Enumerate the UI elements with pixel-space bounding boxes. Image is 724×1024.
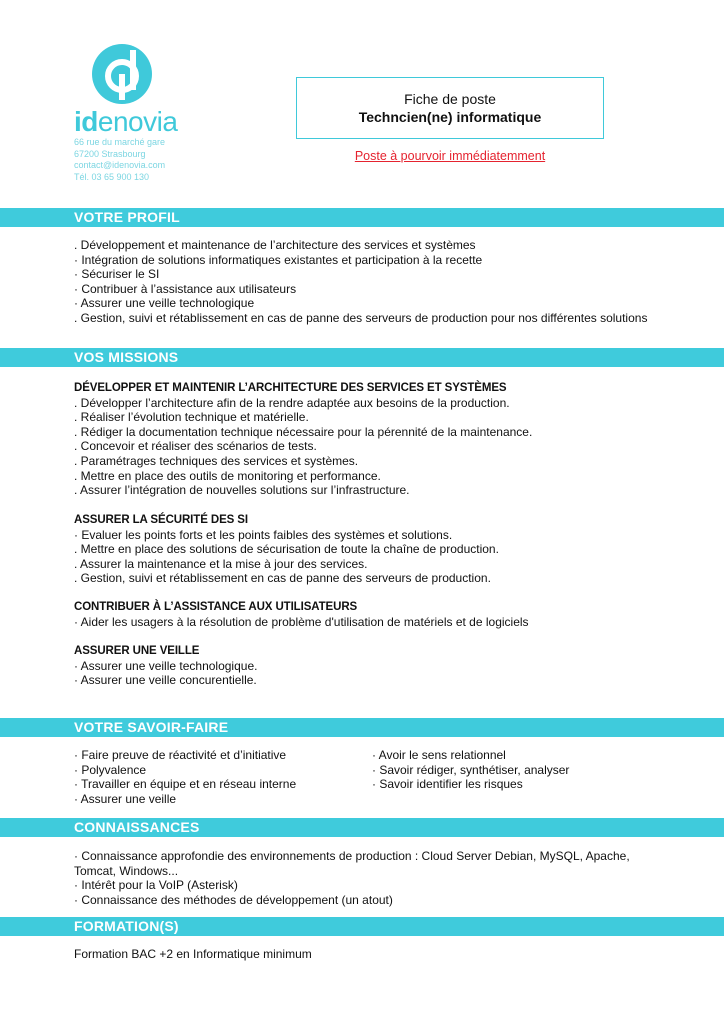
list-item: Tomcat, Windows...: [74, 863, 179, 878]
savoir-faire-col2: [372, 748, 569, 792]
mission-group-assistance: [74, 600, 529, 629]
section-title-missions: VOS MISSIONS: [74, 349, 179, 365]
list-item: · Assurer une veille technologique.: [74, 658, 258, 673]
list-item: · Contribuer à l’assistance aux utilisateurs: [74, 281, 297, 296]
list-item: . Réaliser l’évolution technique et matérielle.: [74, 410, 309, 425]
list-item: · Faire preuve de réactivité et d’initiative: [74, 748, 287, 762]
mission-heading: DÉVELOPPER ET MAINTENIR L’ARCHITECTURE DES SERVICES ET SYSTÈMES: [74, 382, 507, 394]
address-street: 66 rue du marché gare: [74, 137, 166, 147]
savoir-faire-col1: [74, 748, 296, 806]
mission-group-veille: [74, 644, 257, 688]
logo-mark-icon: [88, 42, 158, 106]
mission-group-securite: [74, 513, 499, 586]
list-item: . Gestion, suivi et rétablissement en cas de panne des serveurs de production.: [74, 571, 491, 586]
urgency-notice: Poste à pourvoir immédiatemment: [354, 149, 546, 163]
mission-group-architecture: [74, 381, 532, 498]
address-city: 67200 Strasbourg: [74, 148, 146, 159]
connaissances-list: [74, 849, 630, 907]
list-item: · Intérêt pour la VoIP (Asterisk): [74, 878, 238, 893]
section-title-formation: FORMATION(S): [74, 918, 179, 934]
list-item: . Développement et maintenance de l’architecture des services et systèmes: [74, 238, 476, 252]
mission-heading: CONTRIBUER À L’ASSISTANCE AUX UTILISATEURS: [74, 601, 358, 613]
section-bar-connaissances: [0, 818, 724, 837]
list-item: . Paramétrages techniques des services et systèmes.: [74, 453, 359, 468]
profil-list: [74, 238, 647, 326]
list-item: . Développer l’architecture afin de la rendre adaptée aux besoins de la production.: [74, 395, 510, 410]
doc-type: Fiche de poste: [404, 91, 496, 107]
section-bar-formation: [0, 917, 724, 936]
list-item: . Rédiger la documentation technique nécessaire pour la pérennité de la maintenance.: [74, 424, 533, 439]
section-bar-savoir-faire: [0, 718, 724, 737]
list-item: . Assurer la maintenance et la mise à jour des services.: [74, 556, 368, 571]
list-item: · Connaissance approfondie des environnements de production : Cloud Server Debian, MySQL, Apache,: [74, 849, 630, 863]
job-title: Techncien(ne) informatique: [358, 109, 542, 125]
address-phone: Tél. 03 65 900 130: [74, 171, 150, 182]
list-item: . Gestion, suivi et rétablissement en cas de panne des serveurs de production pour nos différentes solutions: [74, 310, 648, 325]
list-item: · Assurer une veille concurentielle.: [74, 673, 257, 688]
list-item: · Aider les usagers à la résolution de problème d'utilisation de matériels et de logiciels: [74, 614, 529, 629]
company-address: [74, 137, 165, 183]
list-item: . Mettre en place des outils de monitoring et performance.: [74, 468, 381, 483]
list-item: · Evaluer les points forts et les points faibles des systèmes et solutions.: [74, 527, 453, 542]
list-item: · Intégration de solutions informatiques existantes et participation à la recette: [74, 252, 483, 267]
company-logo: [74, 42, 184, 137]
list-item: · Polyvalence: [74, 762, 147, 777]
section-bar-profil: [0, 208, 724, 227]
section-title-connaissances: CONNAISSANCES: [74, 819, 200, 835]
job-title-box: [296, 77, 604, 139]
address-email[interactable]: contact@idenovia.com: [74, 160, 166, 170]
list-item: · Sécuriser le SI: [74, 267, 160, 282]
mission-heading: ASSURER UNE VEILLE: [74, 645, 200, 657]
list-item: · Assurer une veille technologique: [74, 296, 255, 311]
list-item: · Avoir le sens relationnel: [372, 748, 506, 762]
list-item: · Travailler en équipe et en réseau interne: [74, 777, 297, 792]
list-item: · Savoir rédiger, synthétiser, analyser: [372, 762, 570, 777]
list-item: . Concevoir et réaliser des scénarios de tests.: [74, 439, 317, 454]
logo-wordmark: idenovia: [74, 106, 178, 137]
list-item: · Savoir identifier les risques: [372, 777, 523, 792]
list-item: · Assurer une veille: [74, 791, 177, 806]
section-title-savoir-faire: VOTRE SAVOIR-FAIRE: [74, 719, 229, 735]
list-item: . Assurer l’intégration de nouvelles solutions sur l’infrastructure.: [74, 483, 410, 498]
mission-heading: ASSURER LA SÉCURITÉ DES SI: [74, 514, 248, 526]
section-title-profil: VOTRE PROFIL: [74, 209, 180, 225]
list-item: . Mettre en place des solutions de sécurisation de toute la chaîne de production.: [74, 542, 499, 557]
formation-text: Formation BAC +2 en Informatique minimum: [74, 947, 312, 961]
list-item: · Connaissance des méthodes de développement (un atout): [74, 892, 393, 907]
section-bar-missions: [0, 348, 724, 367]
